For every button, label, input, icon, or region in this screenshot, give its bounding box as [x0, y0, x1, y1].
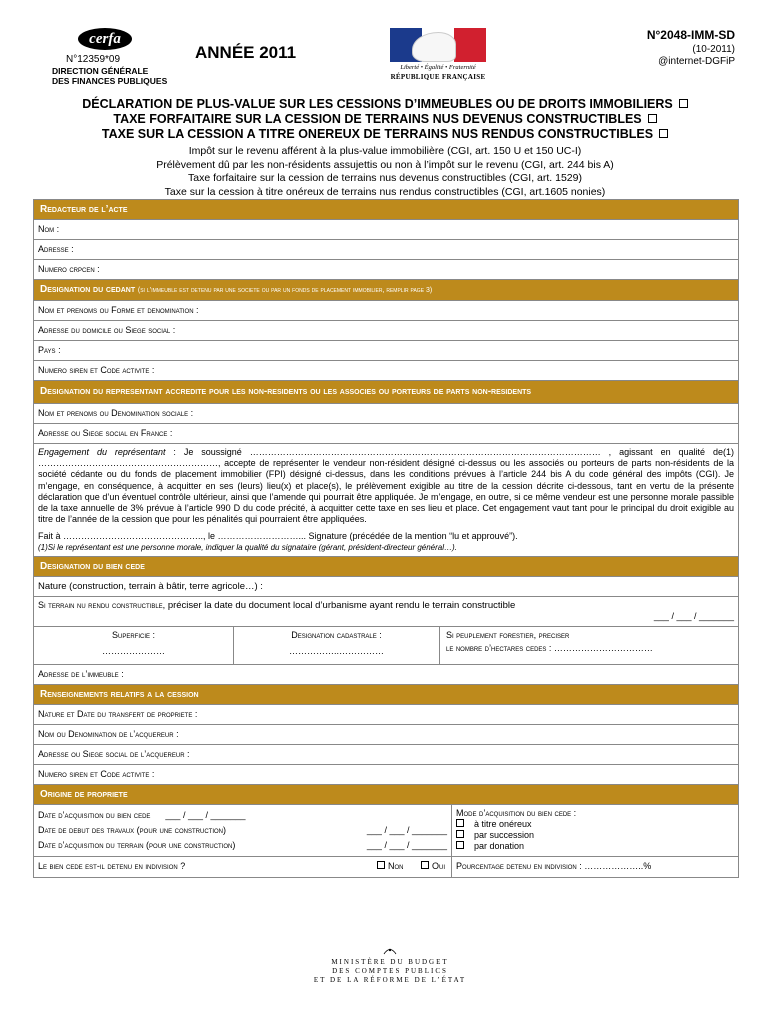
footnote: (1)Si le représentant est une personne morale, indiquer la qualité du signataire (gérant, président-directeur général…).: [38, 543, 457, 553]
form-source: @internet-DGFiP: [658, 56, 735, 67]
checkbox-succession[interactable]: [456, 830, 464, 838]
indivision-oui[interactable]: Oui: [421, 861, 445, 871]
ministry-footer: [300, 945, 480, 985]
title-checkbox-1[interactable]: [679, 99, 688, 108]
section-bien: Designation du bien cede: [34, 557, 738, 577]
checkbox-oui[interactable]: [421, 861, 429, 869]
footer-line3: ET DE LA RÉFORME DE L’ÉTAT: [313, 976, 467, 984]
field-cedant-siren[interactable]: Numero siren et Code activite :: [34, 361, 738, 381]
section-cession: Renseignements relatifs a la cession: [34, 685, 738, 705]
field-pourcentage[interactable]: Pourcentage detenu en indivision : ………………..%: [456, 860, 652, 871]
engagement-text: [38, 447, 734, 525]
field-redacteur-adresse[interactable]: Adresse :: [34, 240, 738, 260]
year-title: ANNÉE 2011: [195, 43, 297, 62]
title-line3: TAXE SUR LA CESSION A TITRE ONEREUX DE TERRAINS NUS RENDUS CONSTRUCTIBLES: [40, 127, 730, 142]
field-cession-nature-date[interactable]: Nature et Date du transfert de propriete :: [34, 705, 738, 725]
field-acquereur-nom[interactable]: Nom ou Denomination de l’acquereur :: [34, 725, 738, 745]
field-acquereur-adresse[interactable]: Adresse ou Siege social de l’acquereur :: [34, 745, 738, 765]
ministry-emblem-icon: [382, 945, 398, 955]
mode-option-succession[interactable]: par succession: [456, 830, 734, 841]
field-cedant-adresse[interactable]: Adresse du domicile ou Siege social :: [34, 321, 738, 341]
field-peuplement[interactable]: Si peuplement forestier, preciser le nombre d’hectares cedes : ……………………………: [446, 629, 653, 653]
engagement-body: : Je soussigné ……………………………………………………………………………………………………… , agissant en qualité de(1) ……………………………………………………, accepte de représenter le vendeur non-résident désigné ci-dessus ou les associés ou porteurs de parts non-résidents de la société cédante ou du fonds de placement immobilier (FPI) désigné ci-dessus, dans les conditions prévues à l’article 244 bis A du code général des impôts (CGI). Je m’engage, en conséquence, à acquitter en ses (leurs) lieu(x) et place(s), le prélèvement exigible au titre de la cession décrite ci-dessous, tant en vertu de la présente déclaration que d’un éventuel contrôle ultérieur, ainsi que l’amende qui pourrait être appliquée. Je m’engage, en outre, si ce même vendeur est une personne morale passible de la taxe annuelle de 3% prévue à l’article 990 D du code précité, à acquitter cette taxe en ses lieu et place. Cet engagement vaut tant pour le principal du droit exigible au titre de l’année de la cession que pour les pénalités qui pourraient être appliquées.: [38, 447, 734, 525]
rf-name: RÉPUBLIQUE FRANÇAISE: [390, 73, 486, 81]
subtitle-3: Taxe forfaitaire sur la cession de terrains nus devenus constructibles (CGI, art. 1529): [188, 172, 582, 184]
checkbox-onereux[interactable]: [456, 819, 464, 827]
origine-details: [34, 805, 738, 857]
engagement-block: [34, 444, 738, 557]
dgfp-line1: DIRECTION GÉNÉRALE: [52, 66, 149, 76]
subtitle-4: Taxe sur la cession à titre onéreux de terrains nus rendus constructibles (CGI, art.1605 nonies): [164, 185, 606, 198]
mode-option-onereux[interactable]: à titre onéreux: [456, 819, 734, 830]
marianne-flag-icon: [390, 28, 486, 62]
field-redacteur-crpcen[interactable]: Numero crpcen :: [34, 260, 738, 280]
subtitle-1: Impôt sur le revenu afférent à la plus-value immobilière (CGI, art. 150 U et 150 UC-I): [188, 145, 582, 157]
field-date-debut-travaux[interactable]: Date de debut des travaux (pour une construction) ___ / ___ / _______: [38, 824, 447, 835]
mode-label: Mode d’acquisition du bien cede :: [456, 807, 577, 818]
field-representant-adresse[interactable]: Adresse ou Siege social en France :: [34, 424, 738, 444]
mode-acquisition: [452, 805, 738, 856]
footer-line2: DES COMPTES PUBLICS: [332, 967, 448, 975]
field-superficie[interactable]: Superficie : …………………: [34, 627, 234, 664]
form-body: [33, 199, 739, 878]
republique-francaise-logo: [390, 28, 486, 83]
terrain-date[interactable]: ___ / ___ / _______: [653, 610, 734, 621]
field-cedant-pays[interactable]: Pays :: [34, 341, 738, 361]
section-representant: Designation du representant accredite pour les non-residents ou les associes ou porteurs de parts non-residents: [34, 381, 738, 404]
indivision-non[interactable]: Non: [377, 861, 404, 871]
section-cedant: [34, 280, 738, 301]
signature-line[interactable]: Fait à ……………………………………….., le ………………………... Signature (précédée de la mention “lu et approuvé”).: [38, 531, 518, 542]
section-redacteur: Redacteur de l’acte: [34, 200, 738, 220]
cerfa-logo: cerfa: [78, 28, 132, 50]
subtitle-2: Prélèvement dû par les non-résidents assujettis ou non à l’impôt sur le revenu (CGI, art. 244 bis A): [156, 158, 614, 171]
field-date-acquisition-terrain[interactable]: Date d’acquisition du terrain (pour une construction) ___ / ___ / _______: [38, 839, 447, 850]
form-version: (10-2011): [692, 44, 735, 55]
footer-line1: MINISTÈRE DU BUDGET: [331, 958, 449, 966]
title-checkbox-2[interactable]: [648, 114, 657, 123]
field-acquereur-siren[interactable]: Numero siren et Code activite :: [34, 765, 738, 785]
rf-motto: Liberté • Égalité • Fraternité: [400, 64, 476, 71]
field-date-acquisition-bien[interactable]: Date d’acquisition du bien cede ___ / ___ / _______: [38, 809, 246, 820]
section-cedant-note: (si l’immeuble est detenu par une societe ou par un fonds de placement immobilier, remplir page 3): [137, 287, 433, 294]
field-cadastrale[interactable]: Designation cadastrale : ……………..……………: [234, 627, 440, 664]
dgfp-label: [52, 66, 167, 86]
mode-option-donation[interactable]: par donation: [456, 841, 734, 852]
field-representant-nom[interactable]: Nom et prenoms ou Denomination sociale :: [34, 404, 738, 424]
field-redacteur-nom[interactable]: Nom :: [34, 220, 738, 240]
checkbox-non[interactable]: [377, 861, 385, 869]
field-terrain-constructible[interactable]: [34, 597, 738, 627]
title-checkbox-3[interactable]: [659, 129, 668, 138]
section-origine: Origine de propriete: [34, 785, 738, 805]
checkbox-donation[interactable]: [456, 841, 464, 849]
dgfp-line2: DES FINANCES PUBLIQUES: [52, 76, 168, 86]
cerfa-number: N°12359*09: [66, 54, 121, 65]
form-version-block: [658, 44, 735, 68]
section-cedant-title: Designation du cedant: [40, 284, 136, 295]
origine-dates: [34, 805, 452, 856]
indivision-row: [34, 857, 738, 877]
field-bien-adresse[interactable]: Adresse de l’immeuble :: [34, 665, 738, 685]
field-bien-nature[interactable]: Nature (construction, terrain à bâtir, terre agricole…) :: [34, 577, 738, 597]
subtitles: [40, 145, 730, 199]
bien-details: [34, 627, 738, 665]
field-cedant-nom[interactable]: Nom et prenoms ou Forme et denomination :: [34, 301, 738, 321]
indivision-question: Le bien cede est-il detenu en indivision ? Non Oui: [34, 857, 452, 877]
form-titles: [40, 97, 730, 199]
form-number: N°2048-IMM-SD: [646, 28, 735, 42]
title-line2: TAXE FORFAITAIRE SUR LA CESSION DE TERRAINS NUS DEVENUS CONSTRUCTIBLES: [40, 112, 730, 127]
title-line1: DÉCLARATION DE PLUS-VALUE SUR LES CESSIONS D’IMMEUBLES OU DE DROITS IMMOBILIERS: [40, 97, 730, 112]
terrain-label: Si terrain nu rendu constructible, préciser la date du document local d’urbanisme ayant rendu le terrain constructible: [38, 599, 516, 611]
engagement-label: Engagement du représentant: [38, 447, 166, 457]
